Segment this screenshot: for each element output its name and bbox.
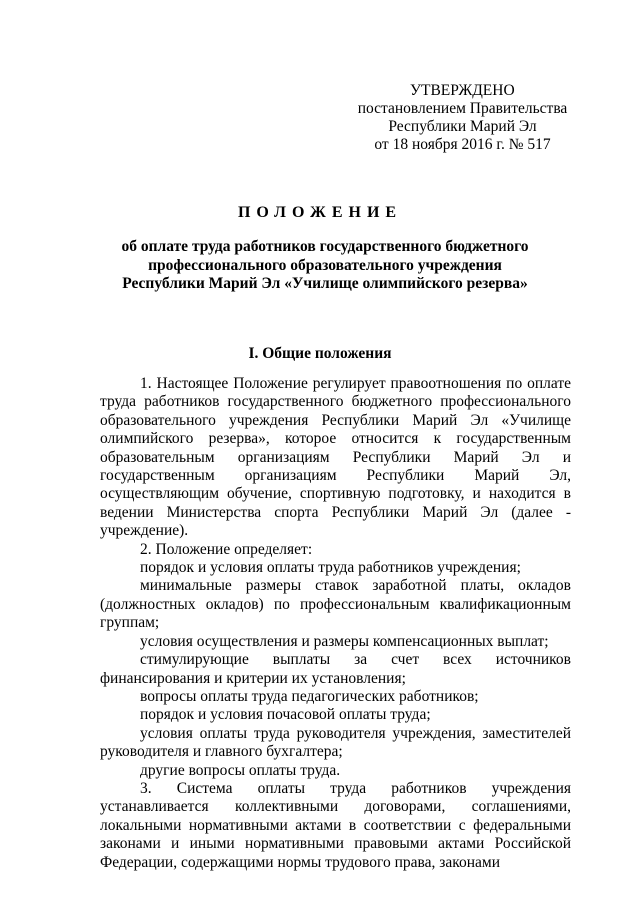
paragraph: вопросы оплаты труда педагогических работников; xyxy=(140,687,479,705)
subtitle-line: профессионального образовательного учреждения xyxy=(148,256,502,274)
paragraph: 2. Положение определяет: xyxy=(140,540,313,558)
subtitle-line: Республики Марий Эл «Училище олимпийского резерва» xyxy=(122,275,528,292)
approval-decree: постановлением Правительства xyxy=(357,100,568,117)
paragraph: условия оплаты труда руководителя учреждения, заместителей руководителя и главного бухгалтера; xyxy=(100,724,571,761)
approval-date: от 18 ноября 2016 г. № 517 xyxy=(374,136,551,153)
section-heading: I. Общие положения xyxy=(248,345,392,362)
document-body xyxy=(100,375,571,872)
approval-stamp: УТВЕРЖДЕНО xyxy=(410,82,515,99)
approval-republic: Республики Марий Эл xyxy=(388,118,537,135)
approval-block xyxy=(355,82,570,154)
document-title: ПОЛОЖЕНИЕ xyxy=(237,204,403,221)
paragraph: порядок и условия оплаты труда работников учреждения; xyxy=(140,559,521,577)
paragraph: 1. Настоящее Положение регулирует правоотношения по оплате труда работников государственного бюджетного профессионального образовательного учреждения Республики Марий Эл «Училище олимпийского резерва», которое относится к государственным образовательным организациям Республики Марий Эл и государственным организациям Республики Марий Эл, осуществляющим обучение, спортивную подготовку, и находится в ведении Министерства спорта Республики Марий Эл (далее - учреждение). xyxy=(100,375,571,540)
paragraph: условия осуществления и размеры компенсационных выплат; xyxy=(140,632,549,650)
paragraph: минимальные размеры ставок заработной платы, окладов (должностных окладов) по профессиональным квалификационным группам; xyxy=(100,577,571,632)
paragraph: 3. Система оплаты труда работников учреждения устанавливается коллективными договорами, соглашениями, локальными нормативными актами в соответствии с федеральными законами и иными нормативными правовыми актами Российской Федерации, содержащими нормы трудового права, законами xyxy=(100,779,571,871)
document-subtitle xyxy=(110,238,540,294)
paragraph: порядок и условия почасовой оплаты труда; xyxy=(140,706,431,724)
paragraph: стимулирующие выплаты за счет всех источников финансирования и критерии их установления; xyxy=(100,651,571,687)
subtitle-line: об оплате труда работников государственного бюджетного xyxy=(121,238,529,255)
paragraph: другие вопросы оплаты труда. xyxy=(140,761,341,779)
